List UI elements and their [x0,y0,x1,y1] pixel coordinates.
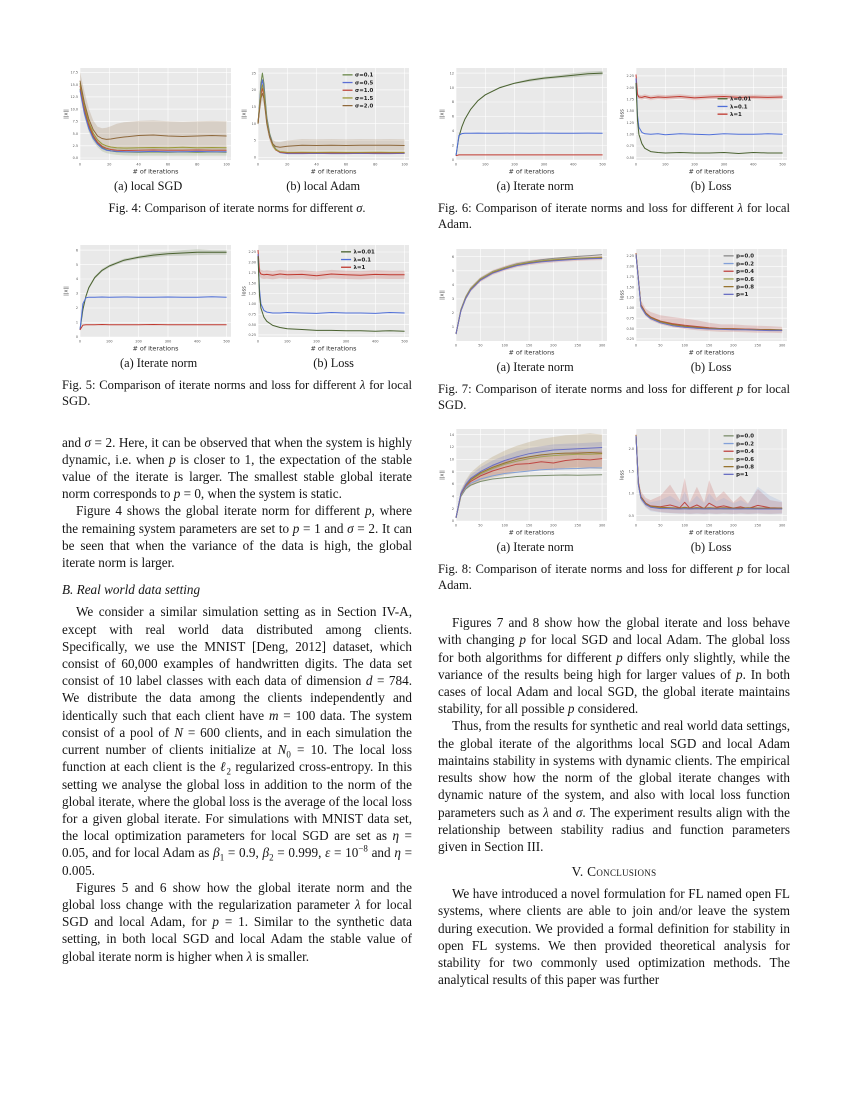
svg-text:500: 500 [599,162,606,167]
svg-text:λ=1: λ=1 [730,112,742,119]
svg-text:500: 500 [401,339,408,344]
svg-text:1: 1 [75,320,78,325]
svg-text:150: 150 [705,343,713,348]
svg-text:0.75: 0.75 [626,316,634,321]
fig7a-subcaption: (a) Iterate norm [496,359,574,374]
figure-7 [438,245,790,414]
svg-text:1.5: 1.5 [628,469,634,474]
svg-text:50: 50 [478,523,483,528]
svg-text:# of iterations: # of iterations [132,167,179,176]
svg-text:p=0.0: p=0.0 [736,434,755,441]
paragraph: Figures 5 and 6 show how the global iterate norm and the global loss change with the regularization parameter λ for local SGD and local Adam, for p = 1. Similar to the synthetic data setting, in both local SGD and local Adam the stable value of global iterate norm is higher when λ is smaller. [62,879,412,964]
svg-text:300: 300 [778,343,786,348]
svg-text:2.00: 2.00 [626,264,634,269]
svg-text:12: 12 [449,71,454,76]
svg-text:300: 300 [164,339,172,344]
svg-text:1.75: 1.75 [248,270,256,275]
svg-text:20: 20 [107,162,112,167]
figure-6-plots [438,64,790,176]
figure-4 [62,64,412,217]
svg-text:0: 0 [75,335,78,340]
svg-text:8: 8 [451,100,454,105]
svg-text:p=0.0: p=0.0 [736,253,755,260]
svg-text:4: 4 [451,129,454,134]
svg-text:0: 0 [634,343,638,348]
svg-text:0: 0 [256,339,260,344]
svg-text:||x||: ||x|| [63,286,70,296]
svg-text:500: 500 [223,339,230,344]
svg-text:||x||: ||x|| [439,109,446,119]
fig4b-subcaption: (b) local Adam [286,179,361,193]
svg-text:6: 6 [451,254,454,259]
svg-text:100: 100 [223,162,230,167]
figure-4-caption: Fig. 4: Comparison of iterate norms for different σ. [108,201,366,215]
svg-text:200: 200 [550,343,557,348]
svg-text:p=0.8: p=0.8 [736,464,755,471]
figure-7-caption: Fig. 7: Comparison of iterate norms and loss for different p for local SGD. [438,381,790,412]
svg-text:0.0: 0.0 [72,156,78,161]
svg-text:100: 100 [106,339,113,344]
svg-text:# of iterations: # of iterations [508,528,555,537]
svg-text:2.0: 2.0 [628,447,634,452]
svg-text:p=0.6: p=0.6 [736,457,755,464]
figure-8-subcaptions [438,540,790,555]
svg-text:1.25: 1.25 [248,291,256,296]
svg-text:0: 0 [78,162,82,167]
svg-text:p=0.4: p=0.4 [736,449,755,456]
svg-text:σ=0.5: σ=0.5 [355,80,374,87]
svg-text:12.5: 12.5 [70,95,78,100]
fig8a-subcaption: (a) Iterate norm [496,540,574,555]
svg-text:2.25: 2.25 [626,74,634,79]
svg-text:loss: loss [241,286,248,296]
svg-text:2.25: 2.25 [626,253,634,258]
svg-text:1.75: 1.75 [626,274,634,279]
svg-text:1.50: 1.50 [626,109,634,114]
svg-text:||x||: ||x|| [241,109,248,119]
svg-text:25: 25 [251,71,256,76]
svg-text:10: 10 [251,121,256,126]
paragraph: Figure 4 shows the global iterate norm for different p, where the remaining system parameters are set to p = 1 and σ = 2. It can be seen that when the variance of the data is high, the global iterate norm is larger. [62,503,413,571]
svg-text:400: 400 [194,339,201,344]
fig7b-subcaption: (b) Loss [690,359,732,374]
svg-text:loss: loss [619,109,626,119]
fig5b-chart-loss [240,241,412,353]
svg-text:150: 150 [525,343,533,348]
figure-6-subcaptions [438,179,790,194]
svg-text:0: 0 [253,155,256,160]
svg-text:200: 200 [313,339,320,344]
svg-text:250: 250 [754,343,762,348]
svg-text:2.00: 2.00 [626,85,634,90]
svg-text:200: 200 [730,343,737,348]
fig6b-chart-loss [618,64,790,176]
fig4a-subcaption: (a) local SGD [113,179,183,193]
figure-6-caption: Fig. 6: Comparison of iterate norms and loss for different λ for local Adam. [438,201,790,231]
svg-text:10.0: 10.0 [70,107,78,112]
svg-text:40: 40 [136,162,141,167]
svg-text:0: 0 [454,162,458,167]
fig5a-chart-iterate-norm [62,241,234,353]
fig8a-chart-iterate-norm [438,425,610,537]
fig6b-subcaption: (b) Loss [690,179,732,193]
svg-text:300: 300 [540,162,548,167]
svg-text:1.25: 1.25 [626,120,634,125]
svg-text:250: 250 [574,523,582,528]
fig8b-chart-loss [618,425,790,537]
fig8b-subcaption: (b) Loss [690,540,732,555]
figure-7-plots [438,245,790,357]
fig4a-chart-local-sgd [62,64,234,176]
fig7a-chart-iterate-norm [438,245,610,357]
svg-text:5: 5 [253,138,256,143]
svg-text:1.25: 1.25 [626,295,634,300]
svg-text:100: 100 [501,523,508,528]
svg-text:4: 4 [451,282,454,287]
svg-text:3: 3 [75,291,78,296]
figure-8-caption: Fig. 8: Comparison of iterate norms and loss for different p for local Adam. [438,562,790,593]
svg-text:1.75: 1.75 [626,97,634,102]
svg-text:40: 40 [314,162,319,167]
fig5b-subcaption: (b) Loss [313,355,354,370]
svg-text:p=0.6: p=0.6 [736,276,755,283]
svg-text:||x||: ||x|| [63,109,70,119]
svg-text:# of iterations: # of iterations [310,167,357,176]
svg-text:5.0: 5.0 [72,131,78,136]
svg-text:2.00: 2.00 [248,260,256,265]
svg-text:400: 400 [750,162,757,167]
svg-text:50: 50 [658,343,663,348]
svg-text:0: 0 [454,343,458,348]
svg-text:p=0.2: p=0.2 [736,261,755,268]
svg-text:60: 60 [165,162,171,167]
fig7b-chart-loss [618,245,790,357]
svg-text:250: 250 [754,523,762,528]
svg-text:10: 10 [449,457,454,462]
svg-text:1.00: 1.00 [626,305,634,310]
svg-text:50: 50 [478,343,483,348]
svg-text:σ=1.0: σ=1.0 [355,88,374,95]
svg-text:300: 300 [342,339,350,344]
svg-text:λ=1: λ=1 [353,264,366,271]
svg-text:0.25: 0.25 [626,336,634,341]
svg-text:# of iterations: # of iterations [310,344,357,353]
svg-text:# of iterations: # of iterations [688,167,735,176]
right-column-text [438,614,790,988]
svg-text:50: 50 [658,523,663,528]
svg-text:150: 150 [705,523,713,528]
figure-5-caption: Fig. 5: Comparison of iterate norms and loss for different λ for local SGD. [62,377,412,408]
paragraph: and σ = 2. Here, it can be observed that when the system is highly dynamic, i.e. when p is closer to 1, the expectation of the stable value of the iterate is larger. The smallest stable global iterate norm corresponds to p = 0, when the system is static. [62,434,412,502]
figure-8 [438,425,790,594]
svg-text:4: 4 [75,277,78,282]
svg-text:200: 200 [550,523,557,528]
paragraph: Figures 7 and 8 show how the global iterate and loss behave with changing p for local SGD and local Adam. The global loss for both algorithms for different p differs only slightly, while the variance of the results being high for larger values of p. In both cases of local Adam and local SGD, the global iterate maintains stability, for all possible p considered. [438,615,790,717]
svg-text:5: 5 [451,268,454,273]
svg-text:0.75: 0.75 [248,312,256,317]
svg-text:20: 20 [285,162,290,167]
svg-text:5: 5 [75,262,78,267]
svg-text:p=0.2: p=0.2 [736,441,755,448]
svg-text:1.00: 1.00 [626,132,634,137]
left-column [62,64,412,965]
svg-text:loss: loss [619,289,626,300]
svg-text:0.50: 0.50 [626,155,634,160]
svg-text:300: 300 [720,162,728,167]
svg-text:p=0.4: p=0.4 [736,268,755,275]
figure-4-subcaptions [62,179,412,194]
figure-5 [62,241,412,410]
svg-text:λ=0.01: λ=0.01 [353,249,375,256]
svg-text:100: 100 [662,162,669,167]
svg-text:σ=2.0: σ=2.0 [355,103,374,110]
svg-text:7.5: 7.5 [72,119,78,124]
svg-text:400: 400 [570,162,577,167]
svg-text:0: 0 [451,519,454,524]
svg-text:100: 100 [681,523,688,528]
svg-text:p=1: p=1 [736,291,749,298]
svg-text:2.25: 2.25 [248,250,256,255]
svg-text:500: 500 [779,162,786,167]
svg-text:100: 100 [284,339,291,344]
fig6a-chart-iterate-norm [438,64,610,176]
svg-text:150: 150 [525,523,533,528]
svg-text:15: 15 [251,105,256,109]
svg-text:λ=0.1: λ=0.1 [353,257,372,264]
svg-text:0: 0 [634,162,638,167]
svg-text:σ=1.5: σ=1.5 [355,95,374,102]
svg-text:2.5: 2.5 [72,144,78,148]
paragraph: We have introduced a novel formulation for FL named open FL systems, where clients are able to join and/or leave the system during execution. We provided a formal definition for stability in open FL systems. We then provided theoretical analysis for stability for two commonly used optimization methods. The analytical results of this paper was further [438,886,790,988]
svg-text:0: 0 [256,162,260,167]
svg-text:# of iterations: # of iterations [132,344,179,353]
svg-text:0: 0 [451,158,454,163]
svg-text:# of iterations: # of iterations [688,348,735,357]
svg-text:1.50: 1.50 [626,285,634,290]
svg-text:300: 300 [598,343,606,348]
svg-text:80: 80 [373,162,378,167]
svg-text:1.00: 1.00 [248,301,256,306]
figure-6 [438,64,790,233]
svg-text:1: 1 [451,324,454,329]
svg-text:0.5: 0.5 [628,514,634,519]
svg-text:2: 2 [75,306,78,311]
svg-text:200: 200 [730,523,737,528]
svg-text:60: 60 [343,162,349,167]
figure-8-plots [438,425,790,537]
figure-5-subcaptions [62,356,412,371]
fig4b-chart-local-adam [240,64,412,176]
svg-text:20: 20 [251,88,256,93]
svg-text:||x||: ||x|| [439,289,446,300]
section-b-heading: B. Real world data setting [62,582,201,598]
svg-text:0.75: 0.75 [626,144,634,149]
svg-text:2: 2 [451,310,454,315]
svg-text:17.5: 17.5 [70,70,78,75]
svg-text:p=1: p=1 [736,472,749,479]
svg-text:σ=0.1: σ=0.1 [355,72,374,79]
svg-text:0: 0 [454,523,458,528]
svg-text:1.0: 1.0 [628,492,634,497]
svg-text:12: 12 [449,445,454,450]
figure-4-plots [62,64,412,176]
svg-text:4: 4 [451,494,454,499]
svg-text:# of iterations: # of iterations [688,528,735,537]
svg-text:80: 80 [195,162,200,167]
svg-text:0.25: 0.25 [248,332,256,337]
svg-text:1.50: 1.50 [248,281,256,286]
svg-text:250: 250 [574,343,582,348]
svg-text:0.50: 0.50 [626,326,634,331]
fig5a-subcaption: (a) Iterate norm [120,355,198,370]
svg-text:200: 200 [691,162,698,167]
svg-text:100: 100 [401,162,408,167]
svg-text:200: 200 [511,162,518,167]
svg-text:15.0: 15.0 [70,82,78,87]
svg-text:300: 300 [778,523,786,528]
svg-text:||x||: ||x|| [439,470,446,481]
svg-text:2: 2 [451,507,454,512]
figure-7-subcaptions [438,360,790,375]
svg-text:0.50: 0.50 [248,322,256,327]
svg-text:3: 3 [451,296,454,301]
svg-text:100: 100 [482,162,489,167]
svg-text:0: 0 [634,523,638,528]
left-column-text [62,434,412,965]
svg-text:300: 300 [598,523,606,528]
figure-5-plots [62,241,412,353]
paragraph: Thus, from the results for synthetic and real world data settings, the global iterate of the algorithms local SGD and local Adam maintains stability in systems with dynamic clients. The empirical results show how the norm of the global iterate changes with dynamic nature of the system, and also with local loss function parameters such as λ and σ. The experiment results align with the relationship between stability radius and function parameters given in Section III. [438,718,790,854]
conclusions-heading: V. Conclusions [571,864,657,880]
svg-text:6: 6 [451,482,454,487]
svg-text:8: 8 [451,470,454,475]
paragraph: We consider a similar simulation setting as in Section IV-A, except with real world data distributed among clients. Specifically, we use the MNIST [Deng, 2012] dataset, which consist of 60,000 examples of handwritten digits. The data set consist of 10 label classes with each data of dimension d = 784. We distribute the data among the clients independently and identically such that each client have m = 100 data. The system consist of a pool of N = 600 clients, and in each simulation the current number of clients initialize at $N_0 = 10$. The local loss function at each client is the ℓ$_2$ regularized cross-entropy. In this setting we analyse the global loss in addition to the norm of the global iterate, where the global loss is the average of the local loss for a given global iterate. For simulations with MNIST data set, the local optimization parameters for local SGD are set as η = 0.05, and for local Adam as $\beta_1 = 0.9$, $\beta_2 = 0.999$, $\varepsilon = 10^{-8}$ and η = 0.005. [62,604,413,878]
right-column [438,64,790,989]
svg-text:100: 100 [501,343,508,348]
svg-text:100: 100 [681,343,688,348]
svg-text:loss: loss [619,470,626,481]
svg-text:p=0.8: p=0.8 [736,284,755,291]
svg-text:2: 2 [451,143,454,148]
svg-text:λ=0.1: λ=0.1 [730,104,748,111]
svg-text:λ=0.01: λ=0.01 [730,96,752,103]
svg-text:6: 6 [451,114,454,119]
svg-text:# of iterations: # of iterations [508,348,555,357]
svg-text:0: 0 [78,339,82,344]
svg-text:10: 10 [449,85,454,90]
svg-text:14: 14 [449,433,454,438]
svg-text:# of iterations: # of iterations [508,167,555,176]
svg-text:6: 6 [75,248,78,253]
svg-text:200: 200 [135,339,142,344]
fig6a-subcaption: (a) Iterate norm [496,179,574,193]
svg-text:400: 400 [372,339,379,344]
